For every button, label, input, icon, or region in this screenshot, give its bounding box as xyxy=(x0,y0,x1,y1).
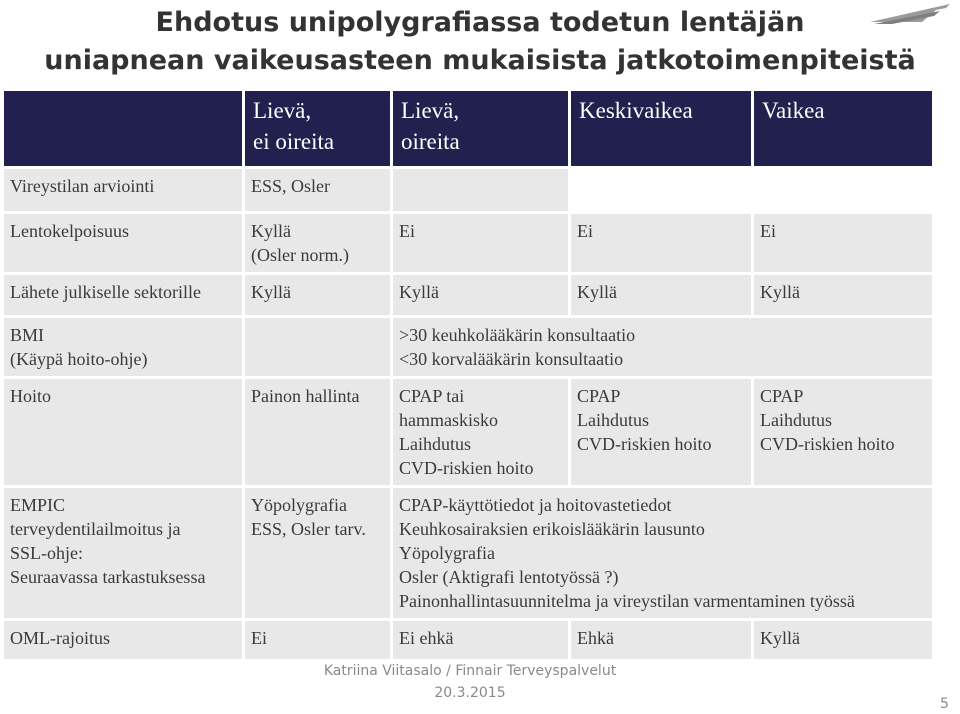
slide-title-line1: Ehdotus unipolygrafiassa todetun lentäjän xyxy=(155,7,805,38)
cell-lahete-c2: Kyllä xyxy=(242,275,390,315)
header-mild-symptoms: Lievä, oireita xyxy=(390,91,568,166)
slide-title-line2: uniapnean vaikeusasteen mukaisista jatkotoimenpiteistä xyxy=(44,45,916,76)
cell-oml-c5: Kyllä xyxy=(751,621,932,659)
page-number: 5 xyxy=(940,696,949,712)
slide-footer xyxy=(0,660,940,704)
row-label-lentokelpoisuus: Lentokelpoisuus xyxy=(4,214,242,272)
row-label-oml: OML-rajoitus xyxy=(4,621,242,659)
table-row xyxy=(4,379,932,485)
finnair-logo-icon xyxy=(862,2,954,26)
cell-empic-c3: CPAP-käyttötiedot ja hoitovastetiedot Keuhkosairaksien erikoislääkärin lausunto Yöpolygrafia Osler (Aktigrafi lentotyössä ?) Painonhallintasuunnitelma ja vireystilan varmentaminen työssä xyxy=(390,488,932,618)
cell-bmi-c2 xyxy=(242,318,390,376)
row-label-hoito: Hoito xyxy=(4,379,242,485)
table-row xyxy=(4,169,932,211)
cell-empic-c2: Yöpolygrafia ESS, Osler tarv. xyxy=(242,488,390,618)
cell-hoito-c4: CPAP Laihdutus CVD-riskien hoito xyxy=(568,379,751,485)
table-row xyxy=(4,275,932,315)
follow-up-table xyxy=(4,88,932,662)
cell-hoito-c3: CPAP tai hammaskisko Laihdutus CVD-riskien hoito xyxy=(390,379,568,485)
table-header-row xyxy=(4,91,932,166)
header-severe: Vaikea xyxy=(751,91,932,166)
table-row xyxy=(4,214,932,272)
header-corner-cell xyxy=(4,91,242,166)
cell-hoito-c5: CPAP Laihdutus CVD-riskien hoito xyxy=(751,379,932,485)
cell-lentokelpoisuus-c3: Ei xyxy=(390,214,568,272)
cell-lahete-c5: Kyllä xyxy=(751,275,932,315)
header-moderate: Keskivaikea xyxy=(568,91,751,166)
table-row xyxy=(4,621,932,659)
footer-author: Katriina Viitasalo / Finnair Terveyspalvelut xyxy=(323,663,617,679)
cell-bmi-c3: >30 keuhkolääkärin konsultaatio <30 korvalääkärin konsultaatio xyxy=(390,318,932,376)
row-label-lahete: Lähete julkiselle sektorille xyxy=(4,275,242,315)
row-label-empic: EMPIC terveydentilailmoitus ja SSL-ohje: Seuraavassa tarkastuksessa xyxy=(4,488,242,618)
cell-lentokelpoisuus-c4: Ei xyxy=(568,214,751,272)
cell-oml-c4: Ehkä xyxy=(568,621,751,659)
slide-title xyxy=(0,4,960,80)
footer-date: 20.3.2015 xyxy=(434,685,506,701)
cell-oml-c3: Ei ehkä xyxy=(390,621,568,659)
row-label-bmi: BMI (Käypä hoito-ohje) xyxy=(4,318,242,376)
cell-vireys-empty xyxy=(568,169,932,211)
cell-vireys-c2: ESS, Osler xyxy=(242,169,390,211)
row-label-vireys: Vireystilan arviointi xyxy=(4,169,242,211)
cell-lahete-c3: Kyllä xyxy=(390,275,568,315)
cell-oml-c2: Ei xyxy=(242,621,390,659)
table-row xyxy=(4,488,932,618)
cell-vireys-c3 xyxy=(390,169,568,211)
cell-hoito-c2: Painon hallinta xyxy=(242,379,390,485)
cell-lentokelpoisuus-c2: Kyllä (Osler norm.) xyxy=(242,214,390,272)
header-mild-no-symptoms: Lievä, ei oireita xyxy=(242,91,390,166)
cell-lahete-c4: Kyllä xyxy=(568,275,751,315)
cell-lentokelpoisuus-c5: Ei xyxy=(751,214,932,272)
table-row xyxy=(4,318,932,376)
